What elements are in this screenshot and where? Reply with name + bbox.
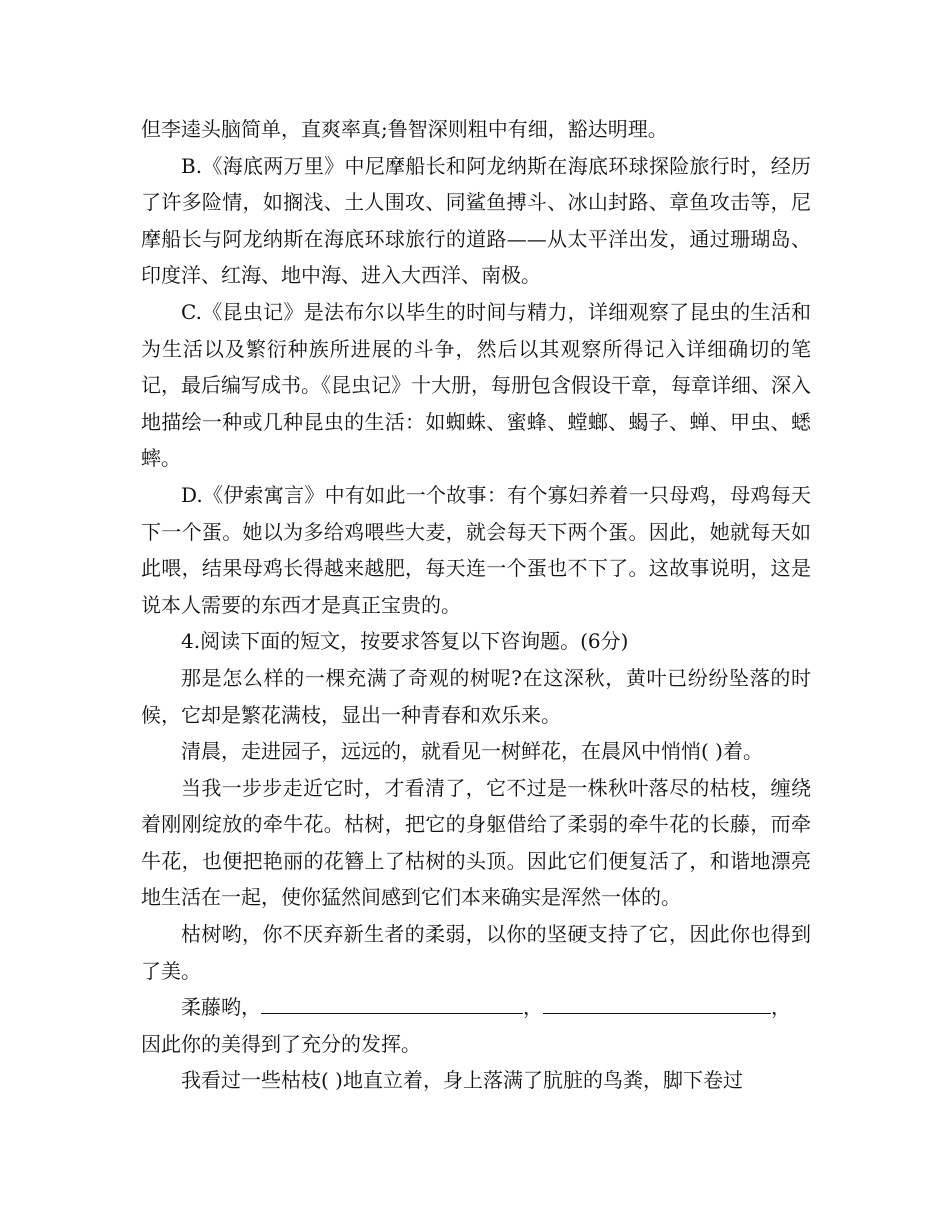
passage-paragraph-2: 清晨，走进园子，远远的，就看见一树鲜花，在晨风中悄悄( )着。 — [181, 739, 763, 764]
question-4-heading: 4.阅读下面的短文，按要求答复以下咨询题。(6分) — [181, 629, 629, 654]
paragraph-0: 但李逵头脑简单，直爽率真;鲁智深则粗中有细，豁达明理。 — [141, 117, 668, 141]
fill-suffix: ， — [771, 995, 791, 1020]
paragraph-option-d: D.《伊索寓言》中有如此一个故事：有个寡妇养着一只母鸡，母鸡每天下一个蛋。她以为多给鸡喂些大麦，就会每天下两个蛋。因此，她就每天如此喂，结果母鸡长得越来越肥，每天连一个蛋也不下了。这故事说明，这是说本人需要的东西才是真正宝贵的。 — [141, 482, 811, 617]
fill-separator: ， — [523, 995, 543, 1020]
paragraph-option-b: B.《海底两万里》中尼摩船长和阿龙纳斯在海底环球探险旅行时，经历了许多险情，如搁浅、土人围攻、同鲨鱼搏斗、冰山封路、章鱼攻击等，尼摩船长与阿龙纳斯在海底环球旅行的道路——从太平洋出发，通过珊瑚岛、印度洋、红海、地中海、进入大西洋、南极。 — [141, 153, 811, 288]
passage-fill-paragraph — [141, 989, 811, 1062]
passage-paragraph-6: 我看过一些枯枝( )地直立着，身上落满了肮脏的鸟粪，脚下卷过 — [181, 1068, 743, 1093]
passage-paragraph-3: 当我一步步走近它时，才看清了，它不过是一株秋叶落尽的枯枝，缠绕着刚刚绽放的牵牛花。枯树，把它的身躯借给了柔弱的牵牛花的长藤，而牵牛花，也便把艳丽的花簪上了枯树的头顶。因此它们便复活了，和谐地漂亮地生活在一起，使你猛然间感到它们本来确实是浑然一体的。 — [141, 775, 811, 910]
fill-prefix: 柔藤哟， — [181, 995, 261, 1020]
passage-paragraph-1: 那是怎么样的一棵充满了奇观的树呢?在这深秋，黄叶已纷纷坠落的时候，它却是繁花满枝，显出一种青春和欢乐来。 — [141, 665, 811, 727]
answer-blank-2[interactable] — [543, 989, 771, 1014]
passage-paragraph-4: 枯树哟，你不厌弃新生者的柔弱，以你的坚硬支持了它，因此你也得到了美。 — [141, 922, 811, 983]
fill-tail: 因此你的美得到了充分的发挥。 — [141, 1031, 421, 1056]
paragraph-option-c: C.《昆虫记》是法布尔以毕生的时间与精力，详细观察了昆虫的生活和为生活以及繁衍种族所进展的斗争，然后以其观察所得记入详细确切的笔记，最后编写成书。《昆虫记》十大册，每册包含假设干章，每章详细、深入地描绘一种或几种昆虫的生活：如蜘蛛、蜜蜂、螳螂、蝎子、蝉、甲虫、蟋蟀。 — [141, 299, 811, 471]
answer-blank-1[interactable] — [261, 989, 523, 1014]
document-page — [141, 111, 811, 1099]
